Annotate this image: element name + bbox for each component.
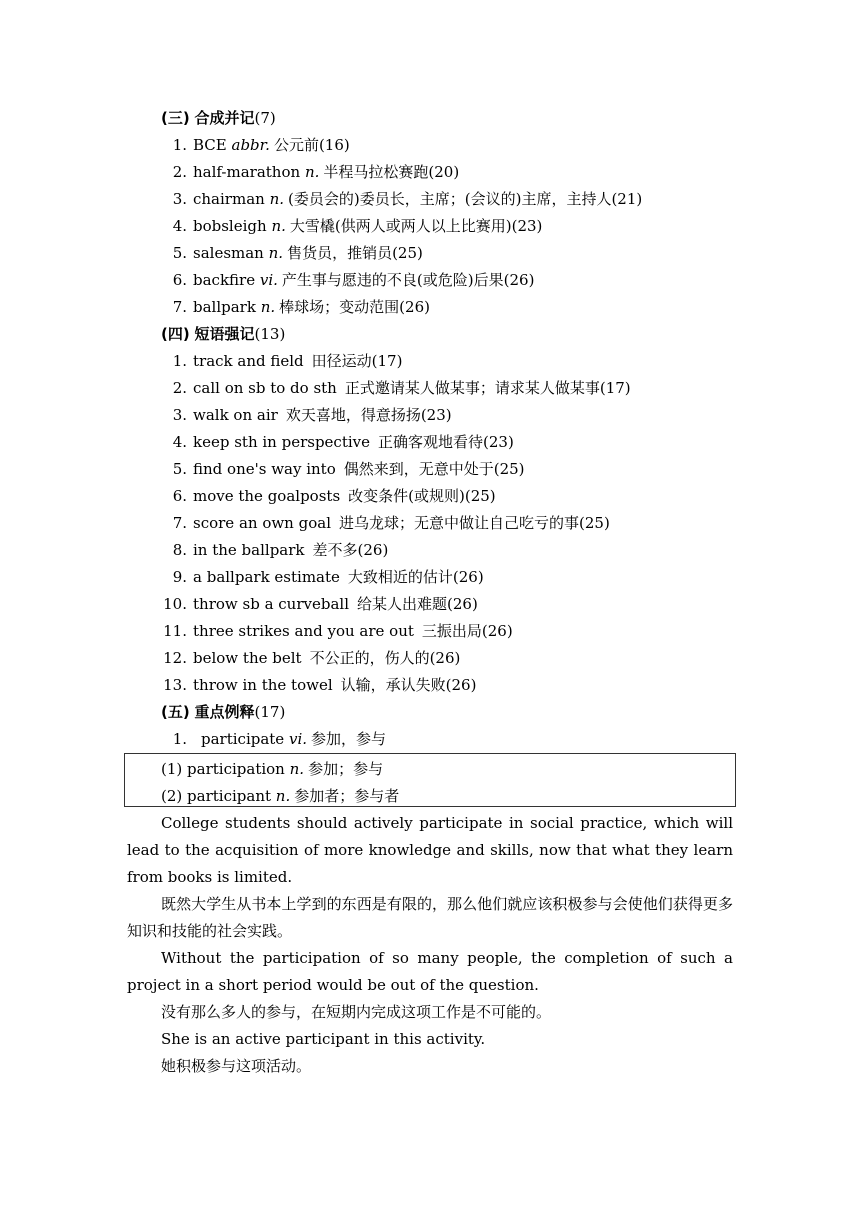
derivative-word: participation xyxy=(187,760,285,778)
section-title: 合成并记 xyxy=(194,109,255,127)
item-number: 2. xyxy=(172,163,187,181)
item-phrase: throw sb a curveball xyxy=(193,595,349,613)
item-meaning: 给某人出难题(26) xyxy=(357,595,478,613)
item-meaning: 欢天喜地，得意扬扬(23) xyxy=(285,406,452,424)
derivative-word: participant xyxy=(187,787,272,805)
item-phrase: throw in the towel xyxy=(193,676,333,694)
list-item xyxy=(161,513,610,533)
item-pos: n. xyxy=(269,190,285,208)
section-count: (13) xyxy=(254,325,286,343)
list-item xyxy=(161,297,430,317)
item-phrase: move the goalposts xyxy=(193,487,341,505)
item-phrase: in the ballpark xyxy=(193,541,305,559)
item-number: 3. xyxy=(172,190,187,208)
item-number: 2. xyxy=(172,379,187,397)
item-meaning: 大致相近的估计(26) xyxy=(347,568,484,586)
item-phrase: a ballpark estimate xyxy=(193,568,340,586)
item-phrase: score an own goal xyxy=(193,514,331,532)
item-meaning: 田径运动(17) xyxy=(311,352,403,370)
example-en-2 xyxy=(127,945,733,999)
item-number: 12. xyxy=(163,649,187,667)
item-word: half-marathon xyxy=(193,163,301,181)
section-heading-key-examples xyxy=(161,702,285,722)
item-number: 7. xyxy=(172,514,187,532)
section-prefix: (五) xyxy=(161,703,190,721)
list-item xyxy=(161,594,478,614)
item-meaning: 产生事与愿违的不良(或危险)后果(26) xyxy=(281,271,535,289)
item-number: 13. xyxy=(163,676,187,694)
list-item xyxy=(161,648,460,668)
item-meaning: 不公正的，伤人的(26) xyxy=(309,649,461,667)
item-phrase: below the belt xyxy=(193,649,302,667)
derivative-item xyxy=(161,786,399,806)
item-meaning: (委员会的)委员长，主席；(会议的)主席，主持人(21) xyxy=(288,190,643,208)
item-meaning: 半程马拉松赛跑(20) xyxy=(323,163,460,181)
item-number: 6. xyxy=(172,271,187,289)
item-word: ballpark xyxy=(193,298,256,316)
item-number: 10. xyxy=(163,595,187,613)
derivative-meaning: 参加者；参与者 xyxy=(294,787,400,805)
list-item xyxy=(161,432,514,452)
item-number: 4. xyxy=(172,433,187,451)
item-phrase: keep sth in perspective xyxy=(193,433,370,451)
section-heading-compound xyxy=(161,108,276,128)
item-meaning: 大雪橇(供两人或两人以上比赛用)(23) xyxy=(289,217,543,235)
example-text: Without the participation of so many people, the completion of such a project in a short period would be out of the question. xyxy=(127,949,733,994)
item-word: BCE xyxy=(193,136,227,154)
example-cn-3: 她积极参与这项活动。 xyxy=(161,1057,312,1075)
section-count: (7) xyxy=(254,109,276,127)
example-cn-1 xyxy=(127,891,733,945)
item-number: 1. xyxy=(172,136,187,154)
item-pos: abbr. xyxy=(231,136,270,154)
derivative-pos: n. xyxy=(289,760,305,778)
item-number: 1. xyxy=(172,730,187,748)
section-title: 重点例释 xyxy=(194,703,255,721)
item-number: 5. xyxy=(172,460,187,478)
list-item xyxy=(161,675,476,695)
item-meaning: 参加，参与 xyxy=(311,730,387,748)
item-phrase: call on sb to do sth xyxy=(193,379,337,397)
item-meaning: 认输，承认失败(26) xyxy=(340,676,477,694)
item-number: 7. xyxy=(172,298,187,316)
list-item xyxy=(161,216,542,236)
list-item xyxy=(161,270,534,290)
item-pos: vi. xyxy=(259,271,278,289)
section-title: 短语强记 xyxy=(194,325,255,343)
item-pos: n. xyxy=(271,217,286,235)
item-pos: vi. xyxy=(288,730,308,748)
item-number: 11. xyxy=(163,622,187,640)
list-item xyxy=(161,567,484,587)
list-item xyxy=(161,243,423,263)
item-meaning: 正确客观地看待(23) xyxy=(378,433,514,451)
item-number: 9. xyxy=(172,568,187,586)
example-text: 既然大学生从书本上学到的东西是有限的，那么他们就应该积极参与会使他们获得更多知识和技能的社会实践。 xyxy=(127,895,733,940)
section-prefix: (四) xyxy=(161,325,190,343)
item-number: 1. xyxy=(172,352,187,370)
example-en-1 xyxy=(127,810,733,891)
list-item xyxy=(161,621,513,641)
section-heading-phrases xyxy=(161,324,285,344)
item-number: 5. xyxy=(172,244,187,262)
section-count: (17) xyxy=(254,703,286,721)
item-phrase: find one's way into xyxy=(193,460,336,478)
item-number: 8. xyxy=(172,541,187,559)
item-word: chairman xyxy=(193,190,265,208)
derivative-label: (1) xyxy=(161,760,183,778)
key-item xyxy=(161,729,386,749)
item-meaning: 三振出局(26) xyxy=(421,622,513,640)
example-en-3: She is an active participant in this activity. xyxy=(161,1030,486,1048)
list-item xyxy=(161,378,631,398)
list-item xyxy=(161,162,459,182)
item-meaning: 公元前(16) xyxy=(273,136,350,154)
list-item xyxy=(161,540,388,560)
item-word: bobsleigh xyxy=(193,217,267,235)
item-number: 4. xyxy=(172,217,187,235)
example-text: College students should actively participate in social practice, which will lead to the acquisition of more knowledge and skills, now that what they learn from books is limited. xyxy=(127,814,733,886)
list-item xyxy=(161,405,452,425)
list-item xyxy=(161,189,642,209)
derivative-label: (2) xyxy=(161,787,183,805)
item-meaning: 进乌龙球；无意中做让自己吃亏的事(25) xyxy=(339,514,610,532)
item-word: participate xyxy=(201,730,285,748)
item-meaning: 改变条件(或规则)(25) xyxy=(348,487,496,505)
item-meaning: 偶然来到，无意中处于(25) xyxy=(343,460,525,478)
list-item xyxy=(161,135,350,155)
section-prefix: (三) xyxy=(161,109,190,127)
item-word: backfire xyxy=(193,271,256,289)
list-item xyxy=(161,486,496,506)
derivative-pos: n. xyxy=(275,787,291,805)
item-word: salesman xyxy=(193,244,264,262)
item-number: 6. xyxy=(172,487,187,505)
derivative-meaning: 参加；参与 xyxy=(308,760,384,778)
derivatives-box xyxy=(124,753,736,807)
item-meaning: 售货员，推销员(25) xyxy=(287,244,423,262)
item-number: 3. xyxy=(172,406,187,424)
item-meaning: 差不多(26) xyxy=(312,541,389,559)
list-item xyxy=(161,351,402,371)
item-pos: n. xyxy=(268,244,284,262)
item-phrase: three strikes and you are out xyxy=(193,622,414,640)
item-pos: n. xyxy=(304,163,320,181)
item-phrase: track and field xyxy=(193,352,304,370)
derivative-item xyxy=(161,759,383,779)
list-item xyxy=(161,459,525,479)
item-pos: n. xyxy=(260,298,276,316)
example-cn-2: 没有那么多人的参与，在短期内完成这项工作是不可能的。 xyxy=(161,1003,552,1021)
item-meaning: 正式邀请某人做某事；请求某人做某事(17) xyxy=(344,379,631,397)
item-meaning: 棒球场；变动范围(26) xyxy=(279,298,430,316)
item-phrase: walk on air xyxy=(193,406,278,424)
